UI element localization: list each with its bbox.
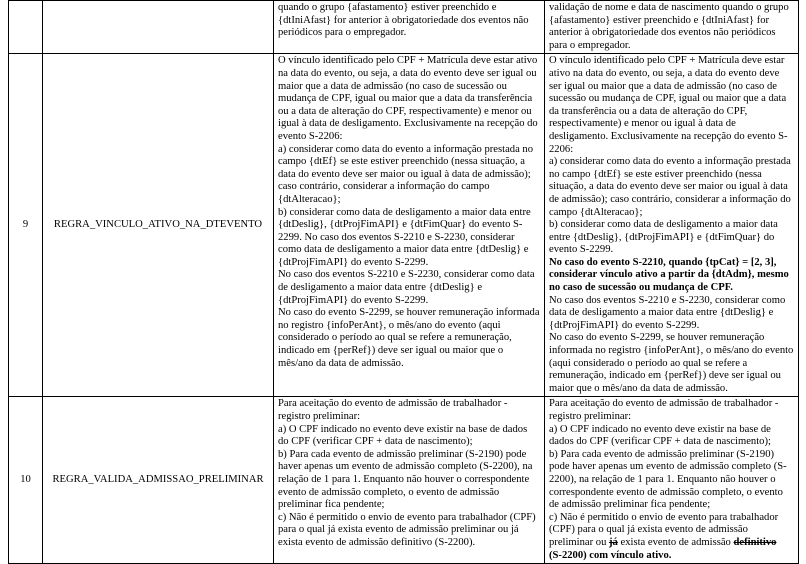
new-paragraph: O vínculo identificado pelo CPF + Matrícula deve estar ativo na data do evento, ou seja, a data do evento deve ser igual ou maior que a data de admissão (no caso de sucessão ou mudança de CPF, igual ou maior que a data da transferência ou a data de alteração do CPF, respectivamente) e menor ou igual à data de desligamento. Exclusivamente na recepção do evento S-2206: — [549, 55, 788, 155]
new-description — [545, 1, 799, 54]
old-paragraph: b) Para cada evento de admissão preliminar (S-2190) pode haver apenas um evento de admissão completo (S-2200), na relação de 1 para 1. Enquanto não houver o correspondente evento de admissão completo, o evento de admissão preliminar fica pendente; — [278, 448, 533, 511]
new-paragraph: No caso dos eventos S-2210 e S-2230, considerar como data de desligamento a maior data entre {dtDeslig} e {dtProjFimAPI} do evento S-2299. — [549, 294, 786, 331]
new-text: c) Não é permitido o envio de evento para trabalhador (CPF) para o qual já exista evento de admissão preliminar ou — [549, 511, 779, 548]
new-paragraph: a) O CPF indicado no evento deve existir na base de dados do CPF (verificar CPF + data de nascimento); — [549, 423, 771, 448]
new-description — [545, 397, 799, 564]
old-paragraph: Para aceitação do evento de admissão de trabalhador - registro preliminar: — [278, 398, 508, 422]
new-paragraph: validação de nome e data de nascimento quando o grupo {afastamento} estiver preenchido e {dtIniAfast} for anterior à obrigatoriedade dos eventos não periódicos para o empregador. — [549, 2, 789, 51]
old-paragraph: c) Não é permitido o envio de evento para trabalhador (CPF) para o qual já exista evento de admissão preliminar ou já exista evento de admissão definitivo (S-2200). — [278, 511, 536, 548]
table-row — [9, 54, 799, 397]
row-number — [9, 1, 43, 54]
new-paragraph: b) Para cada evento de admissão preliminar (S-2190) pode haver apenas um evento de admissão completo (S-2200), na relação de 1 para 1. Enquanto não houver o correspondente evento de admissão completo, o evento de admissão preliminar fica pendente; — [549, 448, 787, 511]
struck-text: definitivo — [733, 536, 777, 548]
old-description — [274, 1, 545, 54]
new-description — [545, 54, 799, 397]
table-row — [9, 1, 799, 54]
table-row — [9, 397, 799, 564]
old-paragraph: quando o grupo {afastamento} estiver preenchido e {dtIniAfast} for anterior à obrigatoriedade dos eventos não periódicos para o empregador. — [278, 2, 529, 39]
old-paragraph: O vínculo identificado pelo CPF + Matrícula deve estar ativo na data do evento, ou seja, a data do evento deve ser igual ou maior que a data de admissão (no caso de sucessão ou mudança de CPF, igual ou maior que a data da transferência ou a data de alteração do CPF, respectivamente) e menor ou igual à data de desligamento. Exclusivamente na recepção do evento S-2206: — [278, 55, 538, 142]
rule-name: REGRA_VALIDA_ADMISSAO_PRELIMINAR — [43, 397, 274, 564]
new-text: exista evento de admissão — [620, 536, 731, 548]
new-paragraph — [549, 512, 794, 562]
old-paragraph: No caso dos eventos S-2210 e S-2230, considerar como data de desligamento a maior data entre {dtDeslig} e {dtProjFimAPI} do evento S-2299. — [278, 269, 535, 306]
old-paragraph: a) O CPF indicado no evento deve existir na base de dados do CPF (verificar CPF + data de nascimento); — [278, 423, 528, 448]
rule-name — [43, 1, 274, 54]
new-paragraph: No caso do evento S-2299, se houver remuneração informada no registro {infoPerAnt}, o mês/ano do evento (aqui considerado o período ao qual se refere a remuneração, indicado em {perRef}) deve ser igual ou maior que o mês/ano da data de admissão. — [549, 332, 794, 394]
new-paragraph: a) considerar como data do evento a informação prestada no campo {dtEf} se este estiver preenchido (nessa situação, a data do evento deve ser maior ou igual à data de admissão); caso contrário, considerar a informação do campo {dtAlteracao}; — [549, 156, 791, 218]
new-paragraph-highlight: No caso do evento S-2210, quando {tpCat} = [2, 3], considerar vínculo ativo a partir da {dtAdm}, mesmo no caso de sucessão ou mudança de CPF. — [549, 256, 789, 294]
old-paragraph: a) considerar como data do evento a informação prestada no campo {dtEf} se este estiver preenchido (nessa situação, a data do evento deve ser maior ou igual à data de admissão); caso contrário, considerar a informação do campo {dtAlteracao}; — [278, 143, 534, 205]
row-number: 10 — [9, 397, 43, 564]
document-page — [8, 0, 798, 561]
struck-text: já — [609, 536, 618, 548]
new-paragraph: b) considerar como data de desligamento a maior data entre {dtDeslig}, {dtProjFimAPI} e {dtFimQuar} do evento S-2299. — [549, 219, 778, 256]
old-paragraph: No caso do evento S-2299, se houver remuneração informada no registro {infoPerAnt}, o mês/ano do evento (aqui considerado o período ao qual se refere a remuneração, indicado em {perRef}) deve ser igual ou maior que o mês/ano da data de admissão. — [278, 307, 540, 369]
rule-name: REGRA_VINCULO_ATIVO_NA_DTEVENTO — [43, 54, 274, 397]
old-description — [274, 397, 545, 564]
old-paragraph: b) considerar como data de desligamento a maior data entre {dtDeslig}, {dtProjFimAPI} e {dtFimQuar} do evento S-2299. No caso dos eventos S-2210 e S-2230, considerar como data de desligamento a maior data entre {dtDeslig} e {dtProjFimAPI} do evento S-2299. — [278, 206, 531, 268]
added-text: (S-2200) com vínculo ativo. — [549, 549, 672, 561]
rules-table — [8, 0, 799, 564]
row-number: 9 — [9, 54, 43, 397]
old-description — [274, 54, 545, 397]
new-paragraph: Para aceitação do evento de admissão de trabalhador - registro preliminar: — [549, 398, 779, 422]
